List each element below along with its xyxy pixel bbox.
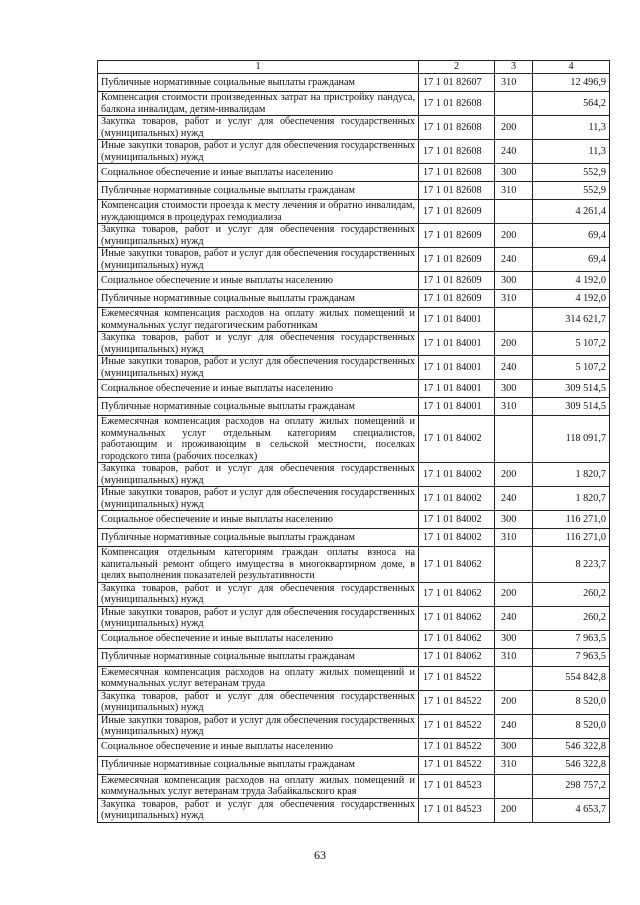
row-name: Социальное обеспечение и иные выплаты населению: [98, 380, 419, 398]
table-row: [98, 164, 610, 182]
table-row: [98, 416, 610, 463]
row-code: 17 1 01 84522: [419, 666, 495, 690]
row-code: 17 1 01 84002: [419, 529, 495, 547]
row-expense-type: 240: [495, 606, 533, 630]
table-row: [98, 308, 610, 332]
row-amount: 298 757,2: [533, 774, 610, 798]
row-code: 17 1 01 82608: [419, 182, 495, 200]
row-code: 17 1 01 82609: [419, 290, 495, 308]
row-amount: 309 514,5: [533, 398, 610, 416]
table-row: [98, 738, 610, 756]
table-row: [98, 200, 610, 224]
row-code: 17 1 01 84522: [419, 690, 495, 714]
row-name: Иные закупки товаров, работ и услуг для обеспечения государственных (муниципальных) нужд: [98, 356, 419, 380]
table-row: [98, 92, 610, 116]
row-code: 17 1 01 84002: [419, 416, 495, 463]
row-expense-type: 240: [495, 487, 533, 511]
table-row: [98, 774, 610, 798]
row-code: 17 1 01 84522: [419, 738, 495, 756]
header-col-1: 1: [98, 61, 419, 74]
table-row: [98, 356, 610, 380]
row-code: 17 1 01 82608: [419, 92, 495, 116]
row-code: 17 1 01 82609: [419, 272, 495, 290]
row-expense-type: 310: [495, 529, 533, 547]
row-code: 17 1 01 84002: [419, 511, 495, 529]
row-expense-type: 300: [495, 380, 533, 398]
row-expense-type: 310: [495, 290, 533, 308]
row-expense-type: [495, 416, 533, 463]
row-code: 17 1 01 82609: [419, 248, 495, 272]
row-name: Социальное обеспечение и иные выплаты населению: [98, 511, 419, 529]
table-row: [98, 648, 610, 666]
row-amount: 8 520,0: [533, 690, 610, 714]
row-code: 17 1 01 82607: [419, 74, 495, 92]
row-code: 17 1 01 84001: [419, 332, 495, 356]
table-row: [98, 182, 610, 200]
row-code: 17 1 01 82609: [419, 224, 495, 248]
row-code: 17 1 01 84062: [419, 606, 495, 630]
row-code: 17 1 01 84001: [419, 356, 495, 380]
row-amount: 554 842,8: [533, 666, 610, 690]
row-amount: 552,9: [533, 182, 610, 200]
row-expense-type: 310: [495, 398, 533, 416]
row-name: Социальное обеспечение и иные выплаты населению: [98, 272, 419, 290]
row-amount: 4 192,0: [533, 272, 610, 290]
row-code: 17 1 01 84522: [419, 756, 495, 774]
row-name: Социальное обеспечение и иные выплаты населению: [98, 738, 419, 756]
row-expense-type: 200: [495, 332, 533, 356]
header-col-3: 3: [495, 61, 533, 74]
row-expense-type: 300: [495, 164, 533, 182]
page-number: 63: [314, 848, 326, 862]
row-expense-type: 310: [495, 756, 533, 774]
row-name: Компенсация стоимости проезда к месту лечения и обратно инвалидам, нуждающимся в процедурах гемодиализа: [98, 200, 419, 224]
row-code: 17 1 01 84062: [419, 648, 495, 666]
table-row: [98, 630, 610, 648]
row-amount: 546 322,8: [533, 738, 610, 756]
row-amount: 11,3: [533, 140, 610, 164]
row-expense-type: 200: [495, 690, 533, 714]
row-amount: 5 107,2: [533, 356, 610, 380]
table-row: [98, 756, 610, 774]
row-amount: 69,4: [533, 248, 610, 272]
row-name: Публичные нормативные социальные выплаты гражданам: [98, 648, 419, 666]
row-expense-type: 240: [495, 714, 533, 738]
row-expense-type: 240: [495, 248, 533, 272]
row-amount: 11,3: [533, 116, 610, 140]
row-code: 17 1 01 84523: [419, 774, 495, 798]
row-code: 17 1 01 82608: [419, 140, 495, 164]
row-amount: 116 271,0: [533, 511, 610, 529]
row-name: Компенсация стоимости произведенных затрат на пристройку пандуса, балкона инвалидам, детям-инвалидам: [98, 92, 419, 116]
row-code: 17 1 01 84062: [419, 547, 495, 583]
row-code: 17 1 01 84062: [419, 582, 495, 606]
row-expense-type: 310: [495, 648, 533, 666]
row-amount: 546 322,8: [533, 756, 610, 774]
row-name: Закупка товаров, работ и услуг для обеспечения государственных (муниципальных) нужд: [98, 332, 419, 356]
row-name: Закупка товаров, работ и услуг для обеспечения государственных (муниципальных) нужд: [98, 116, 419, 140]
row-expense-type: 300: [495, 738, 533, 756]
table-row: [98, 714, 610, 738]
row-name: Закупка товаров, работ и услуг для обеспечения государственных (муниципальных) нужд: [98, 224, 419, 248]
table-row: [98, 690, 610, 714]
row-code: 17 1 01 84523: [419, 798, 495, 822]
row-expense-type: 200: [495, 463, 533, 487]
row-expense-type: 200: [495, 116, 533, 140]
row-amount: 4 192,0: [533, 290, 610, 308]
row-name: Ежемесячная компенсация расходов на оплату жилых помещений и коммунальных услуг педагогическим работникам: [98, 308, 419, 332]
row-amount: 260,2: [533, 606, 610, 630]
table-row: [98, 547, 610, 583]
table-row: [98, 74, 610, 92]
row-amount: 116 271,0: [533, 529, 610, 547]
row-amount: 7 963,5: [533, 648, 610, 666]
row-amount: 5 107,2: [533, 332, 610, 356]
table-row: [98, 529, 610, 547]
row-amount: 8 520,0: [533, 714, 610, 738]
row-code: 17 1 01 84522: [419, 714, 495, 738]
row-expense-type: [495, 92, 533, 116]
row-name: Публичные нормативные социальные выплаты гражданам: [98, 398, 419, 416]
row-name: Закупка товаров, работ и услуг для обеспечения государственных (муниципальных) нужд: [98, 463, 419, 487]
row-expense-type: 310: [495, 182, 533, 200]
table-row: [98, 116, 610, 140]
table-row: [98, 398, 610, 416]
row-code: 17 1 01 84001: [419, 398, 495, 416]
row-name: Иные закупки товаров, работ и услуг для обеспечения государственных (муниципальных) нужд: [98, 714, 419, 738]
row-amount: 260,2: [533, 582, 610, 606]
row-expense-type: 200: [495, 224, 533, 248]
row-amount: 1 820,7: [533, 463, 610, 487]
row-amount: 4 261,4: [533, 200, 610, 224]
row-amount: 314 621,7: [533, 308, 610, 332]
row-code: 17 1 01 84002: [419, 487, 495, 511]
row-name: Иные закупки товаров, работ и услуг для обеспечения государственных (муниципальных) нужд: [98, 140, 419, 164]
table-row: [98, 582, 610, 606]
row-name: Иные закупки товаров, работ и услуг для обеспечения государственных (муниципальных) нужд: [98, 606, 419, 630]
row-code: 17 1 01 84062: [419, 630, 495, 648]
row-code: 17 1 01 84001: [419, 308, 495, 332]
header-col-2: 2: [419, 61, 495, 74]
row-name: Социальное обеспечение и иные выплаты населению: [98, 630, 419, 648]
row-name: Социальное обеспечение и иные выплаты населению: [98, 164, 419, 182]
row-name: Публичные нормативные социальные выплаты гражданам: [98, 182, 419, 200]
row-expense-type: [495, 200, 533, 224]
row-expense-type: [495, 547, 533, 583]
row-name: Иные закупки товаров, работ и услуг для обеспечения государственных (муниципальных) нужд: [98, 487, 419, 511]
row-name: Компенсация отдельным категориям граждан оплаты взноса на капитальный ремонт общего имущества в многоквартирном доме, в целях выполнения показателей результативности: [98, 547, 419, 583]
row-amount: 564,2: [533, 92, 610, 116]
row-amount: 552,9: [533, 164, 610, 182]
row-code: 17 1 01 82608: [419, 164, 495, 182]
row-amount: 309 514,5: [533, 380, 610, 398]
budget-table: [97, 60, 610, 823]
row-expense-type: [495, 666, 533, 690]
row-code: 17 1 01 82609: [419, 200, 495, 224]
table-row: [98, 380, 610, 398]
row-name: Публичные нормативные социальные выплаты гражданам: [98, 529, 419, 547]
row-name: Ежемесячная компенсация расходов на оплату жилых помещений и коммунальных услуг отдельным категориям специалистов, работающим и проживающим в сельской местности, поселках городского типа (рабочих поселках): [98, 416, 419, 463]
table-row: [98, 666, 610, 690]
table-row: [98, 511, 610, 529]
row-expense-type: 200: [495, 798, 533, 822]
row-expense-type: 240: [495, 140, 533, 164]
row-expense-type: 300: [495, 630, 533, 648]
table-row: [98, 248, 610, 272]
row-expense-type: 200: [495, 582, 533, 606]
row-code: 17 1 01 84002: [419, 463, 495, 487]
row-code: 17 1 01 82608: [419, 116, 495, 140]
row-expense-type: [495, 774, 533, 798]
table-row: [98, 224, 610, 248]
row-name: Закупка товаров, работ и услуг для обеспечения государственных (муниципальных) нужд: [98, 582, 419, 606]
row-name: Публичные нормативные социальные выплаты гражданам: [98, 74, 419, 92]
row-name: Публичные нормативные социальные выплаты гражданам: [98, 756, 419, 774]
table-row: [98, 290, 610, 308]
row-expense-type: 240: [495, 356, 533, 380]
row-expense-type: 300: [495, 511, 533, 529]
table-row: [98, 798, 610, 822]
table-row: [98, 463, 610, 487]
row-name: Закупка товаров, работ и услуг для обеспечения государственных (муниципальных) нужд: [98, 798, 419, 822]
row-name: Публичные нормативные социальные выплаты гражданам: [98, 290, 419, 308]
row-amount: 118 091,7: [533, 416, 610, 463]
table-row: [98, 332, 610, 356]
row-expense-type: 310: [495, 74, 533, 92]
row-name: Иные закупки товаров, работ и услуг для обеспечения государственных (муниципальных) нужд: [98, 248, 419, 272]
table-row: [98, 487, 610, 511]
row-amount: 8 223,7: [533, 547, 610, 583]
row-amount: 4 653,7: [533, 798, 610, 822]
row-code: 17 1 01 84001: [419, 380, 495, 398]
row-name: Закупка товаров, работ и услуг для обеспечения государственных (муниципальных) нужд: [98, 690, 419, 714]
row-amount: 12 496,9: [533, 74, 610, 92]
row-amount: 7 963,5: [533, 630, 610, 648]
row-amount: 69,4: [533, 224, 610, 248]
table-row: [98, 606, 610, 630]
header-col-4: 4: [533, 61, 610, 74]
row-expense-type: [495, 308, 533, 332]
table-row: [98, 272, 610, 290]
row-name: Ежемесячная компенсация расходов на оплату жилых помещений и коммунальных услуг ветеранам труда Забайкальского края: [98, 774, 419, 798]
table-row: [98, 140, 610, 164]
table-header-row: [98, 61, 610, 74]
row-amount: 1 820,7: [533, 487, 610, 511]
row-expense-type: 300: [495, 272, 533, 290]
row-name: Ежемесячная компенсация расходов на оплату жилых помещений и коммунальных услуг ветеранам труда: [98, 666, 419, 690]
